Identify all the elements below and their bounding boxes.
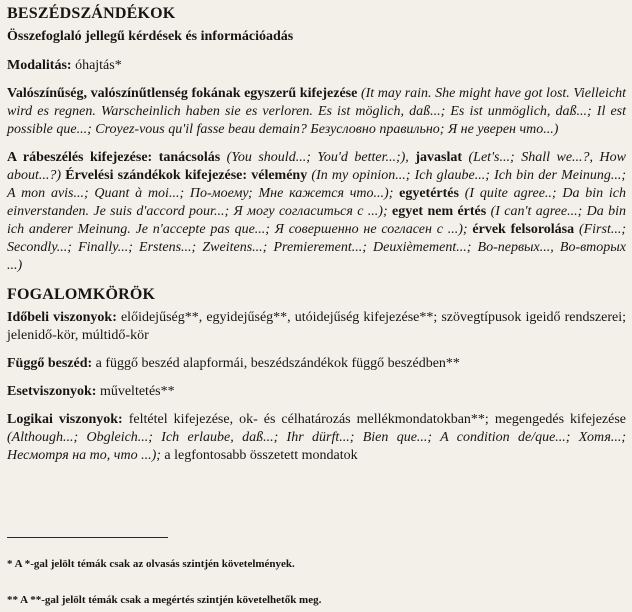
footnote-1: * A *-gal jelölt témák csak az olvasás szintjén követelmények.	[7, 558, 295, 570]
label-ervek-felsorolasa: érvek felsorolása	[467, 222, 575, 237]
paragraph-modalitas	[7, 57, 626, 75]
label-egyet-nem-ertes: egyet nem értés	[387, 204, 487, 219]
label-idobeli: Időbeli viszonyok:	[7, 310, 117, 325]
paragraph-valoszinuseg	[7, 85, 626, 139]
text-fuggo-beszed: a függő beszéd alapformái, beszédszándékok függő beszédben**	[92, 356, 460, 371]
footnote-2: ** A **-gal jelölt témák csak a megértés szintjén követelhetők meg.	[7, 594, 322, 606]
label-egyetertes: egyetértés	[393, 186, 459, 201]
section-title-beszedszandekok: BESZÉDSZÁNDÉKOK	[7, 5, 176, 22]
examples-velemeny: (In my opinion...; Ich glaube...; Ich bin der Meinung...; A mon avis...; Quant à moi...; По-моему; Мне кажется что...);	[7, 168, 627, 201]
label-valoszinuseg: Valószínűség, valószínűtlenség fokának egyszerű kifejezése	[7, 86, 358, 101]
section-subtitle: Összefoglaló jellegű kérdések és információadás	[7, 29, 294, 44]
label-tanacsolas: A rábeszélés kifejezése: tanácsolás	[7, 150, 221, 165]
label-velemeny: Érvelési szándékok kifejezése: vélemény	[61, 168, 308, 183]
paragraph-fuggo-beszed	[7, 355, 626, 373]
text-logikai-2: a legfontosabb összetett mondatok	[160, 448, 358, 463]
paragraph-esetviszonyok	[7, 383, 626, 401]
paragraph-rabeszeles	[7, 149, 626, 275]
examples-egyetertes: (I quite agree..; Da bin ich einverstanden. Je suis d'accord pour...; Я могу согласиться с ...);	[7, 186, 626, 219]
label-esetviszonyok: Esetviszonyok:	[7, 384, 97, 399]
examples-tanacsolas: (You should...; You'd better...;),	[220, 150, 409, 165]
examples-logikai: (Although...; Obgleich...; Ich erlaube, daß...; Ihr dürft...; Bien que...; A condition de/que...; Хотя...; Несмотря на то, что ...);	[7, 430, 626, 463]
text-modalitas: óhajtás*	[71, 58, 122, 73]
label-fuggo-beszed: Függő beszéd:	[7, 356, 93, 371]
text-esetviszonyok: műveltetés**	[96, 384, 175, 399]
footnote-divider	[7, 537, 168, 538]
paragraph-logikai	[7, 411, 626, 465]
examples-egyet-nem-ertes: (I can't agree...; Da bin ich anderer Meinung. Je n'accepte pas que...; Я совершенно не согласен с ...);	[7, 204, 626, 237]
section-title-fogalomkorok: FOGALOMKÖRÖK	[7, 286, 156, 303]
examples-ervek-felsorolasa: (First...; Secondly...; Finally...; Erstens...; Zweitens...; Premierement...; Deuxièmement...; Во-первых..., Во-вторых ...)	[7, 222, 626, 273]
examples-javaslat: (Let's...; Shall we...?, How about...?)	[7, 150, 626, 183]
text-logikai-1: feltétel kifejezése, ok- és célhatározás mellékmondatokban**; megengedés kifejezése	[122, 412, 626, 427]
paragraph-idobeli	[7, 309, 626, 345]
label-javaslat: javaslat	[408, 150, 462, 165]
label-modalitas: Modalitás:	[7, 58, 72, 73]
examples-valoszinuseg: (It may rain. She might have got lost. Vielleicht wird es regnen. Warscheinlich haben sie es verloren. Es ist möglich, daß...; Es ist unmöglich, daß...; Il est possible que...; Croyez-vous qu'il fasse beau demain? Безусловно правильно; Я не уверен что...)	[7, 86, 626, 137]
text-idobeli: előidejűség**, egyidejűség**, utóidejűség kifejezése**; szövegtípusok igeidő rendszerei; jelenidő-kör, múltidő-kör	[7, 310, 626, 343]
label-logikai: Logikai viszonyok:	[7, 412, 123, 427]
